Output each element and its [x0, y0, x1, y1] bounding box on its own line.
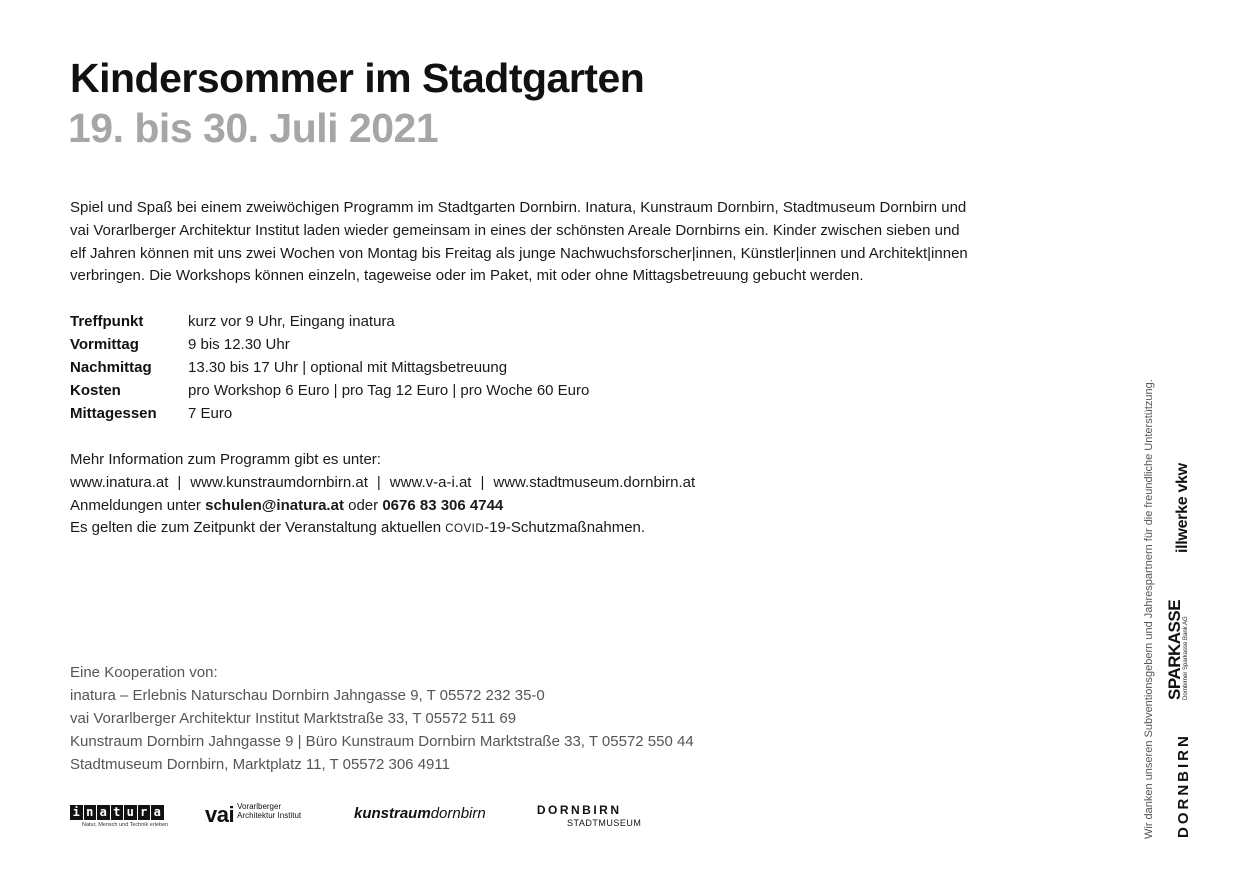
stadtmuseum-top: DORNBIRN [536, 803, 622, 817]
partner-line: Kunstraum Dornbirn Jahngasse 9 | Büro Kunstraum Dornbirn Marktstraße 33, T 05572 550 44 [70, 733, 694, 750]
inatura-letter: i [70, 805, 83, 820]
kunstraum-logo [354, 805, 486, 822]
inatura-letter: u [124, 805, 137, 820]
cooperation-section [70, 661, 694, 776]
detail-value: pro Workshop 6 Euro | pro Tag 12 Euro | pro Woche 60 Euro [188, 382, 590, 399]
link-kunstraum[interactable]: www.kunstraumdornbirn.at [190, 473, 368, 491]
sparkasse-logo [1167, 600, 1190, 700]
covid-prefix: Es gelten die zum Zeitpunkt der Veranstaltung aktuellen [70, 519, 442, 537]
registration-email[interactable]: schulen@inatura.at [205, 496, 344, 514]
intro-line: verbringen. Die Workshops können einzeln, tageweise oder im Paket, mit oder ohne Mittagsbetreuung gebucht werden. [70, 267, 864, 285]
registration-line [70, 495, 695, 518]
partner-line: vai Vorarlberger Architektur Institut Marktstraße 33, T 05572 511 69 [70, 710, 517, 727]
registration-phone[interactable]: 0676 83 306 4744 [382, 496, 504, 514]
sparkasse-subline: Dornbirner Sparkasse Bank AG [1183, 616, 1189, 700]
dornbirn-logo: DORNBIRN [1175, 733, 1192, 838]
stadtmuseum-logo [517, 803, 641, 828]
vai-line: Architektur Institut [237, 811, 302, 820]
info-heading: Mehr Information zum Programm gibt es unter: [70, 451, 381, 468]
detail-value: 13.30 bis 17 Uhr | optional mit Mittagsbetreuung [188, 359, 508, 376]
inatura-letter: r [138, 805, 151, 820]
inatura-letter: a [97, 805, 110, 820]
inatura-letter: a [151, 805, 164, 820]
details-row [70, 357, 589, 380]
link-list [70, 472, 695, 495]
intro-line: vai Vorarlberger Architektur Institut laden wieder gemeinsam in eines der schönsten Areale Dornbirns ein. Kinder zwischen sieben und [70, 221, 960, 239]
intro-text [70, 197, 1070, 288]
link-vai[interactable]: www.v-a-i.at [389, 473, 472, 491]
event-dates: 19. bis 30. Juli 2021 [68, 105, 439, 151]
registration-or: oder [348, 496, 379, 514]
details-table [70, 311, 589, 426]
detail-value: 9 bis 12.30 Uhr [188, 336, 290, 353]
partner-line: Stadtmuseum Dornbirn, Marktplatz 11, T 05572 306 4911 [70, 756, 450, 773]
detail-label: Kosten [70, 382, 121, 399]
kunstraum-light: dornbirn [430, 805, 486, 822]
stadtmuseum-bottom: STADTMUSEUM [567, 818, 642, 828]
details-row [70, 403, 589, 426]
registration-prefix: Anmeldungen unter [70, 496, 201, 514]
inatura-letter: t [111, 805, 124, 820]
details-row [70, 311, 589, 334]
inatura-letter: n [84, 805, 97, 820]
link-stadtmuseum[interactable]: www.stadtmuseum.dornbirn.at [493, 473, 696, 491]
link-separator: | [376, 473, 381, 491]
partner-line: inatura – Erlebnis Naturschau Dornbirn Jahngasse 9, T 05572 232 35-0 [70, 687, 545, 704]
detail-value: kurz vor 9 Uhr, Eingang inatura [188, 313, 395, 330]
intro-line: elf Jahren können mit uns zwei Wochen von Montag bis Freitag als junge Nachwuchsforscher|innen, Künstler|innen und Architekt|innen [70, 244, 968, 262]
details-row [70, 334, 589, 357]
detail-label: Mittagessen [70, 405, 157, 422]
inatura-wordmark [70, 805, 168, 820]
covid-abbrev: COVID [445, 523, 485, 536]
sponsor-thanks: Wir danken unseren Subventionsgebern und Jahrespartnern für die freundliche Unterstützung. [1143, 379, 1155, 839]
vai-wordmark [237, 802, 301, 820]
link-separator: | [177, 473, 182, 491]
vai-line: Vorarlberger [237, 802, 282, 811]
info-section [70, 449, 695, 541]
detail-value: 7 Euro [188, 405, 233, 422]
covid-suffix: -19-Schutzmaßnahmen. [484, 519, 646, 537]
vai-mark: vai [205, 802, 235, 827]
inatura-tagline: Natur, Mensch und Technik erleben [82, 822, 169, 828]
details-row [70, 380, 589, 403]
inatura-logo [70, 805, 168, 828]
link-separator: | [480, 473, 485, 491]
sparkasse-wordmark: SPARKASSE [1165, 599, 1184, 700]
detail-label: Treffpunkt [70, 313, 144, 330]
vai-logo [205, 800, 301, 830]
link-inatura[interactable]: www.inatura.at [70, 473, 169, 491]
kunstraum-bold: kunstraum [354, 805, 431, 822]
covid-note [70, 517, 695, 541]
cooperation-heading: Eine Kooperation von: [70, 664, 218, 681]
intro-line: Spiel und Spaß bei einem zweiwöchigen Programm im Stadtgarten Dornbirn. Inatura, Kunstraum Dornbirn, Stadtmuseum Dornbirn und [70, 199, 967, 216]
detail-label: Nachmittag [70, 359, 152, 376]
detail-label: Vormittag [70, 336, 139, 353]
page-title: Kindersommer im Stadtgarten [70, 55, 645, 101]
illwerke-logo: illwerke vkw [1174, 463, 1191, 553]
